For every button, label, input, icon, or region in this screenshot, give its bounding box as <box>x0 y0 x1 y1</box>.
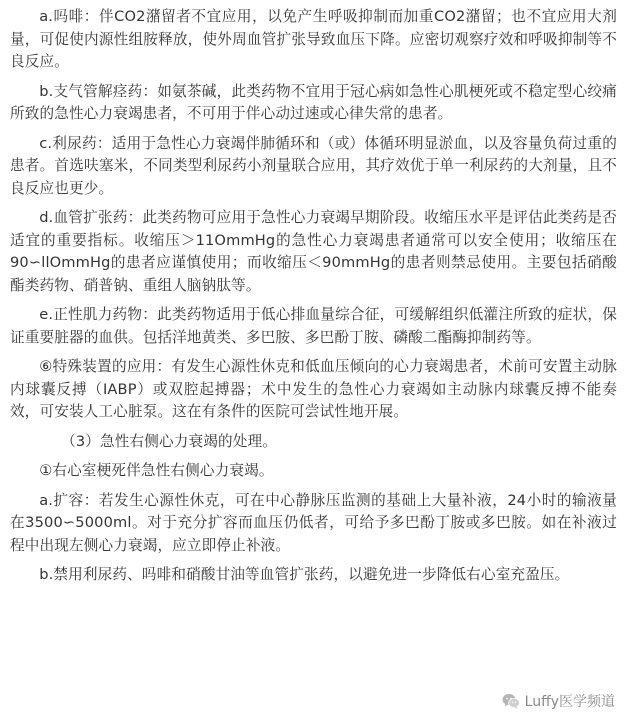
paragraph-vasodilator: d.血管扩张药：此类药物可应用于急性心力衰竭早期阶段。收缩压水平是评估此类药是否适宜的重要指标。收缩压＞11OmmHg的急性心力衰竭患者通常可以安全使用；收缩压在90∽llOmmHg的患者应谨慎使用；而收缩压＜90mmHg的患者则禁忌使用。主要包括硝酸酯类药物、硝普钠、重组人脑钠肽等。 <box>10 209 617 294</box>
paragraph-diuretic: c.利尿药：适用于急性心力衰竭伴肺循环和（或）体循环明显淤血，以及容量负荷过重的患者。首选呋塞米，不同类型利尿药小剂量联合应用，其疗效优于单一利尿药的大剂量，且不良反应也更少。 <box>10 134 617 197</box>
wechat-icon <box>501 691 521 711</box>
watermark-text: Luffy医学频道 <box>524 694 615 710</box>
section-heading-right-heart-failure: （3）急性右侧心力衰竭的处理。 <box>61 432 277 450</box>
paragraph-contraindicated-drugs: b.禁用利尿药、吗啡和硝酸甘油等血管扩张药，以避免进一步降低右心室充盈压。 <box>39 566 570 583</box>
paragraph-special-devices: ⑥特殊装置的应用：有发生心源性休克和低血压倾向的心力衰竭患者，术前可安置主动脉内球囊反搏（IABP）或双腔起搏器；术中发生的急性心力衰竭如主动脉内球囊反搏不能奏效，可安装人工心脏泵。这在有条件的医院可尝试性地开展。 <box>10 358 617 420</box>
paragraph-bronchodilator: b.支气管解痉药：如氨茶碱，此类药物不宜用于冠心病如急性心肌梗死或不稳定型心绞痛所致的急性心力衰竭患者，不可用于伴心动过速或心律失常的患者。 <box>10 82 617 122</box>
paragraph-morphine: a.吗啡：伴CO2潴留者不宜应用，以免产生呼吸抑制而加重CO2潴留；也不宜应用大剂量，可促使内源性组胺释放，使外周血管扩张导致血压下降。应密切观察疗效和呼吸抑制等不良反应。 <box>10 8 617 70</box>
paragraph-volume-expansion: a.扩容：若发生心源性休克，可在中心静脉压监测的基础上大量补液，24小时的输液量在3500∽5000ml。对于充分扩容而血压仍低者，可给予多巴酚丁胺或多巴胺。如在补液过程中出现左侧心力衰竭，应立即停止补液。 <box>10 491 617 554</box>
watermark <box>497 689 619 713</box>
article-body <box>0 6 627 594</box>
paragraph-inotrope: e.正性肌力药物：此类药物适用于低心排血量综合征，可缓解组织低灌注所致的症状，保证重要脏器的血供。包括洋地黄类、多巴胺、多巴酚丁胺、磷酸二酯酶抑制药等。 <box>10 306 617 346</box>
subsection-heading-rv-infarction: ①右心室梗死伴急性右侧心力衰竭。 <box>39 462 274 479</box>
